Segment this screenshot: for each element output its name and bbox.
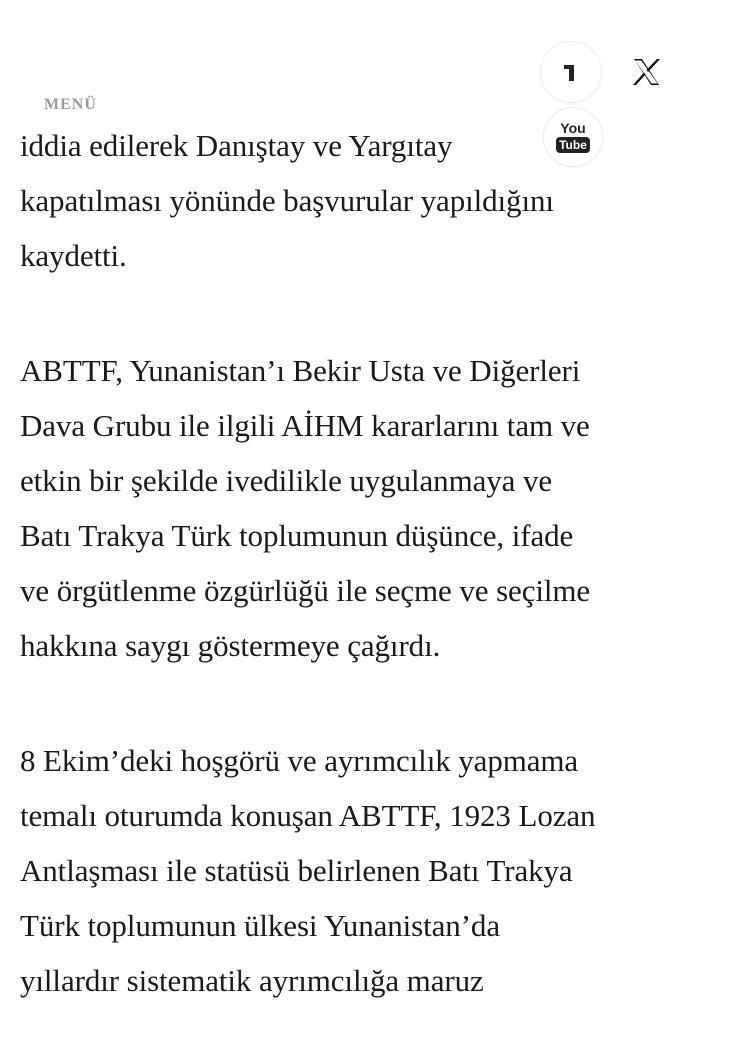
x-link[interactable]	[616, 42, 676, 102]
instagram-link[interactable]	[541, 42, 601, 102]
article-paragraph: ABTTF, Yunanistan’ı Bekir Usta ve Diğerleri Dava Grubu ile ilgili AİHM kararlarını tam ve etkin bir şekilde ivedilikle uygulanmaya ve Batı Trakya Türk toplumunun düşünce, ifade ve örgütlenme özgürlüğü ile seçme ve seçilme hakkına saygı göstermeye çağırdı.	[20, 353, 591, 663]
article-paragraph: 8 Ekim’deki hoşgörü ve ayrımcılık yapmama temalı oturumda konuşan ABTTF, 1923 Lozan Antlaşması ile statüsü belirlenen Batı Trakya Türk toplumunun ülkesi Yunanistan’da yıllardır sistematik ayrımcılığa maruz	[20, 743, 596, 998]
x-icon	[626, 52, 666, 92]
youtube-link[interactable]	[544, 108, 602, 166]
menu-button[interactable]: MENÜ	[44, 96, 97, 113]
youtube-icon: You Tube	[556, 121, 590, 153]
instagram-icon	[556, 57, 586, 87]
article-paragraph: iddia edilerek Danıştay ve Yargıtay kapatılması yönünde başvurular yapıldığını kaydetti.	[20, 128, 554, 273]
article-body	[20, 118, 730, 1008]
